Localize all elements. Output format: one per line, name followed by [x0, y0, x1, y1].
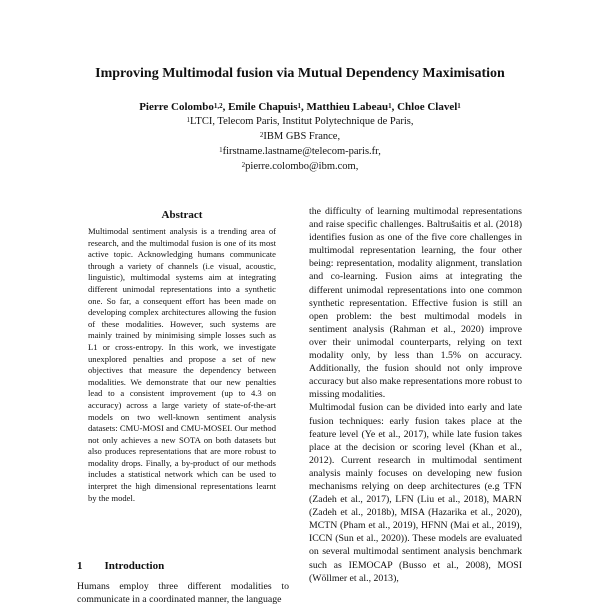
- author-affil-marker: 1: [457, 102, 461, 110]
- paper-title: Improving Multimodal fusion via Mutual Dependency Maximisation: [95, 66, 505, 81]
- section-title: Introduction: [104, 560, 165, 572]
- email-line: [0, 160, 600, 173]
- affil-marker: 2: [241, 161, 246, 169]
- body-paragraph: Multimodal fusion can be divided into early and late fusion techniques: early fusion takes place at the feature level (Ye et al., 2017), while late fusion takes place at the decision or scoring level (Khan et al., 2012). Current research in multimodal sentiment analysis mainly focuses on developing new fusion mechanisms relying on deep architectures (e.g TFN (Zadeh et al., 2017), LFN (Liu et al., 2018), MARN (Zadeh et al., 2018b), MISA (Hazarika et al., 2020), MCTN (Pham et al., 2019), HFNN (Mai et al., 2019), ICCN (Sun et al., 2020)). These models are evaluated on several multimodal sentiment analysis benchmark such as IEMOCAP (Busso et al., 2008), MOSI (Wöllmer et al., 2013),: [309, 402, 522, 584]
- introduction-text: Humans employ three different modalities to communicate in a coordinated manner, the language: [77, 581, 289, 605]
- affiliation-text: IBM GBS France,: [263, 131, 341, 142]
- affil-marker: 2: [259, 131, 264, 139]
- section-number: 1: [77, 560, 83, 572]
- author-separator: ,: [300, 101, 307, 113]
- author-affil-marker: 1: [388, 102, 392, 110]
- author-name: Matthieu Labeau: [306, 101, 389, 113]
- affiliation-text: LTCI, Telecom Paris, Institut Polytechnique de Paris,: [189, 116, 414, 127]
- body-paragraph: the difficulty of learning multimodal representations and raise specific challenges. Baltrušaitis et al. (2018) identifies fusion as one of the five core challenges in multimodal representation learning, the four other being: representation, modality alignment, translation and co-learning. Fusion aims at integrating the different unimodal representations into one common synthetic representation. Effective fusion is still an open problem: the best multimodal models in sentiment analysis (Rahman et al., 2020) improve over their unimodal counterparts, relying on text modality only, by less than 1.5% on accuracy. Additionally, the fusion should not only improve accuracy but also make representations more robust to missing modalities.: [309, 206, 523, 401]
- author-list: [0, 100, 600, 114]
- author-affil-marker: 1,2: [213, 102, 223, 110]
- right-column: [309, 205, 522, 585]
- author-separator: ,: [222, 101, 229, 113]
- author-name: Emile Chapuis: [228, 101, 298, 113]
- email-text: firstname.lastname@telecom-paris.fr,: [222, 146, 381, 157]
- author-name: Pierre Colombo: [139, 101, 214, 113]
- affil-marker: 1: [186, 116, 190, 124]
- affil-marker: 1: [219, 146, 223, 154]
- abstract-body: Multimodal sentiment analysis is a trending area of research, and the multimodal fusion is one of its most active topic. Acknowledging humans communicate through a variety of channels (i.e visual, acoustic, linguistic), multimodal systems aim at integrating different unimodal representations into a synthetic one. So far, a consequent effort has been made on developing complex architectures allowing the fusion of these modalities. However, such systems are mainly trained by minimising simple losses such as L1 or cross-entropy. In this work, we investigate unexplored penalties and propose a set of new objectives that measure the dependency between modalities. We demonstrate that our new penalties lead to a consistent improvement (up to 4.3 on accuracy) across a large variety of state-of-the-art models on two well-known sentiment analysis datasets: CMU-MOSI and CMU-MOSEI. Our method not only achieves a new SOTA on both datasets but also produces representations that are more robust to modality drops. Finally, a by-product of our methods includes a statistical network which can be used to interpret the high dimensional representations learnt by the model.: [88, 226, 276, 503]
- abstract-heading: Abstract: [161, 209, 203, 221]
- email-line: [0, 145, 600, 158]
- section-heading: [77, 560, 164, 572]
- author-affil-marker: 1: [297, 102, 301, 110]
- affiliation-line: [0, 130, 600, 143]
- author-separator: ,: [391, 101, 398, 113]
- email-text: pierre.colombo@ibm.com,: [245, 161, 359, 172]
- author-name: Chloe Clavel: [397, 101, 458, 113]
- affiliation-line: [0, 115, 600, 128]
